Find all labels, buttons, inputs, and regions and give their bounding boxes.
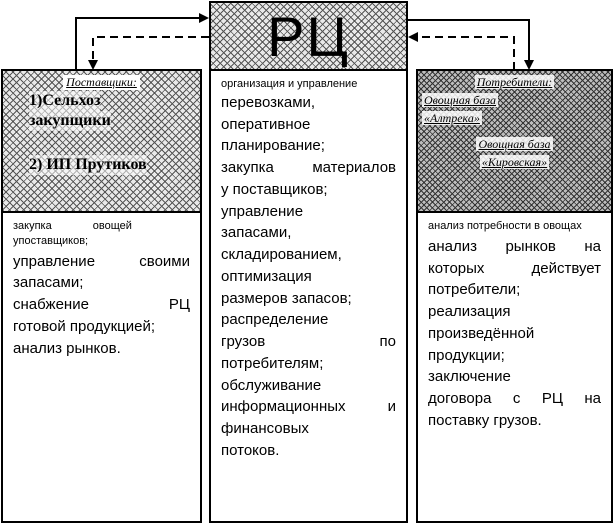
consumer-function-line: которых действует [428,259,601,277]
suppliers-functions-box [1,211,202,523]
consumer-item: «Алтрека» [424,111,480,125]
supplier-function-line: управление своими [13,252,190,270]
rc-function-line: складированием, [221,246,342,264]
rc-function-line: потоков. [221,441,280,459]
rc-function-line: перевозками, [221,93,316,111]
rc-function-line: закупка материалов [221,159,396,177]
rc-title-box [209,1,408,71]
supplier-function-line: запасами; [13,274,84,292]
rc-function-line: планирование; [221,137,325,155]
supplier-function-line: анализ рынков. [13,339,121,357]
consumer-item: Овощная база [478,137,551,151]
rc-function-line: размеров запасов; [221,289,352,307]
rc-function-line: у поставщиков; [221,180,328,198]
rc-function-line: запасами, [221,224,292,242]
consumer-item: «Кировская» [481,155,548,169]
consumer-function-line: реализация [428,303,511,321]
suppliers-header-wrap [3,73,200,91]
supplier-item: 1)Сельхоз [29,92,101,109]
consumer-function-line: анализ рынков на [428,237,601,255]
consumers-header-list [418,73,611,171]
consumer-function-line: потребители; [428,281,521,299]
rc-function-line: управление [221,202,304,220]
consumer-to-rc-arrow [410,37,514,70]
supplier-item: закупщики [29,112,111,129]
suppliers-functions-list [13,251,190,360]
consumer-function-line: поставку грузов. [428,411,542,429]
rc-functions-box [209,69,408,523]
consumer-row [418,153,611,171]
consumer-row [418,91,611,109]
rc-function-line: финансовых [221,420,309,438]
rc-function-line: грузов по [221,333,396,351]
supplier-item: 2) ИП Прутиков [29,156,147,173]
consumer-row [418,109,611,127]
consumers-header-row [418,73,611,91]
suppliers-lead [13,219,190,234]
consumer-function-line: договора с РЦ на [428,390,601,408]
consumer-function-line: заключение [428,368,511,386]
consumers-functions-list [428,236,601,432]
rc-to-supplier-arrow [93,37,209,68]
consumer-function-line: произведённой [428,324,535,342]
suppliers-header-box [1,69,202,213]
rc-function-line: оптимизация [221,267,312,285]
suppliers-lead-2: упоставщиков; [13,234,89,247]
supplier-function-line: снабжение РЦ [13,296,190,314]
rc-function-line: информационных и [221,398,396,416]
suppliers-lead-text: закупка овощей [13,220,132,232]
consumer-item: Овощная база [424,93,497,107]
supplier-to-rc-arrow [76,18,207,70]
supplier-function-line: готовой продукцией; [13,317,156,335]
suppliers-header: Поставщики: [63,75,140,90]
consumers-header: Потребители: [476,75,553,89]
rc-function-line: распределение [221,311,329,329]
consumer-function-line: продукции; [428,346,505,364]
rc-functions-lead: организация и управление [221,78,358,90]
rc-functions-list [221,92,396,462]
consumer-row [418,135,611,153]
rc-to-consumer-arrow [408,20,529,68]
consumers-lead: анализ потребности в овощах [428,220,582,232]
rc-function-line: потребителям; [221,354,324,372]
rc-function-line: оперативное [221,115,311,133]
rc-function-line: обслуживание [221,376,322,394]
rc-title: РЦ [267,5,350,68]
consumers-header-box [416,69,613,213]
consumers-functions-box [416,211,613,523]
